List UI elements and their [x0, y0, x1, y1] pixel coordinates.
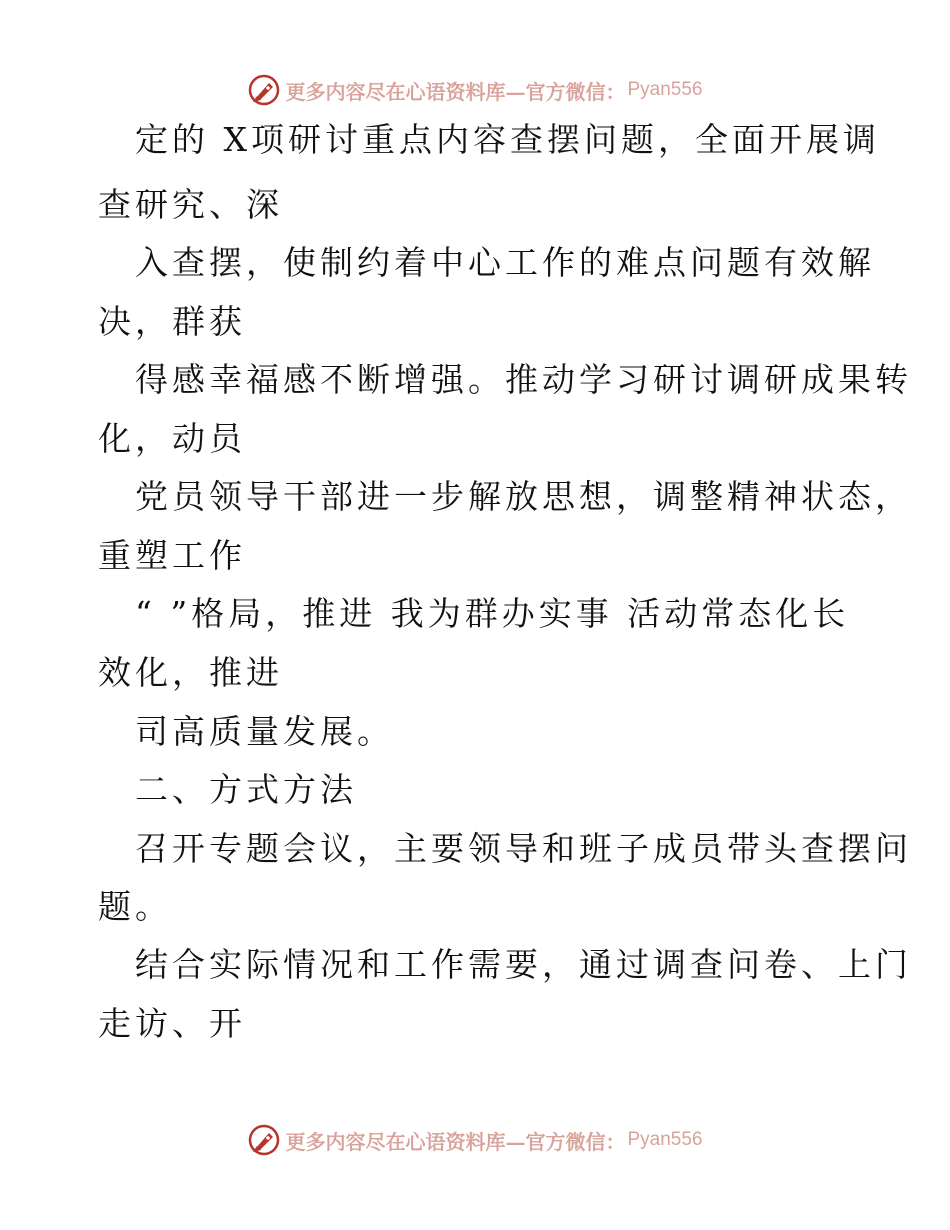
text-line: 得感幸福感不断增强。推动学习研讨调研成果转	[135, 360, 912, 399]
text-line: 结合实际情况和工作需要，通过调查问卷、上门	[135, 945, 912, 984]
watermark-text: 更多内容尽在心语资料库—官方微信：	[285, 79, 626, 104]
text-line: 召开专题会议，主要领导和班子成员带头查摆问	[135, 829, 912, 868]
wechat-id: Pyan556	[627, 1129, 703, 1150]
text-line: 效化，推进	[98, 653, 283, 692]
section-heading: 二、方式方法	[135, 770, 357, 809]
text-line: 查研究、深	[98, 185, 283, 224]
text-line: 化，动员	[98, 419, 246, 458]
wechat-id: Pyan556	[627, 79, 703, 100]
text-line: 决，群获	[98, 302, 246, 341]
text-line: 党员领导干部进一步解放思想，调整精神状态，	[135, 477, 912, 516]
text-line: 入查摆，使制约着中心工作的难点问题有效解	[135, 243, 875, 282]
footer-watermark-banner	[0, 1120, 950, 1160]
watermark-text: 更多内容尽在心语资料库—官方微信：	[285, 1129, 626, 1154]
text-line: 司高质量发展。	[135, 712, 394, 751]
header-watermark-banner	[0, 70, 950, 110]
text-line: 走访、开	[98, 1004, 246, 1043]
text-line: 定的 X项研讨重点内容查摆问题，全面开展调	[135, 120, 880, 159]
text-line: “ ”格局，推进 我为群办实事 活动常态化长	[135, 594, 850, 633]
text-line: 题。	[98, 887, 172, 926]
pen-nib-logo-icon	[247, 1123, 281, 1157]
pen-nib-logo-icon	[247, 73, 281, 107]
text-line: 重塑工作	[98, 536, 246, 575]
